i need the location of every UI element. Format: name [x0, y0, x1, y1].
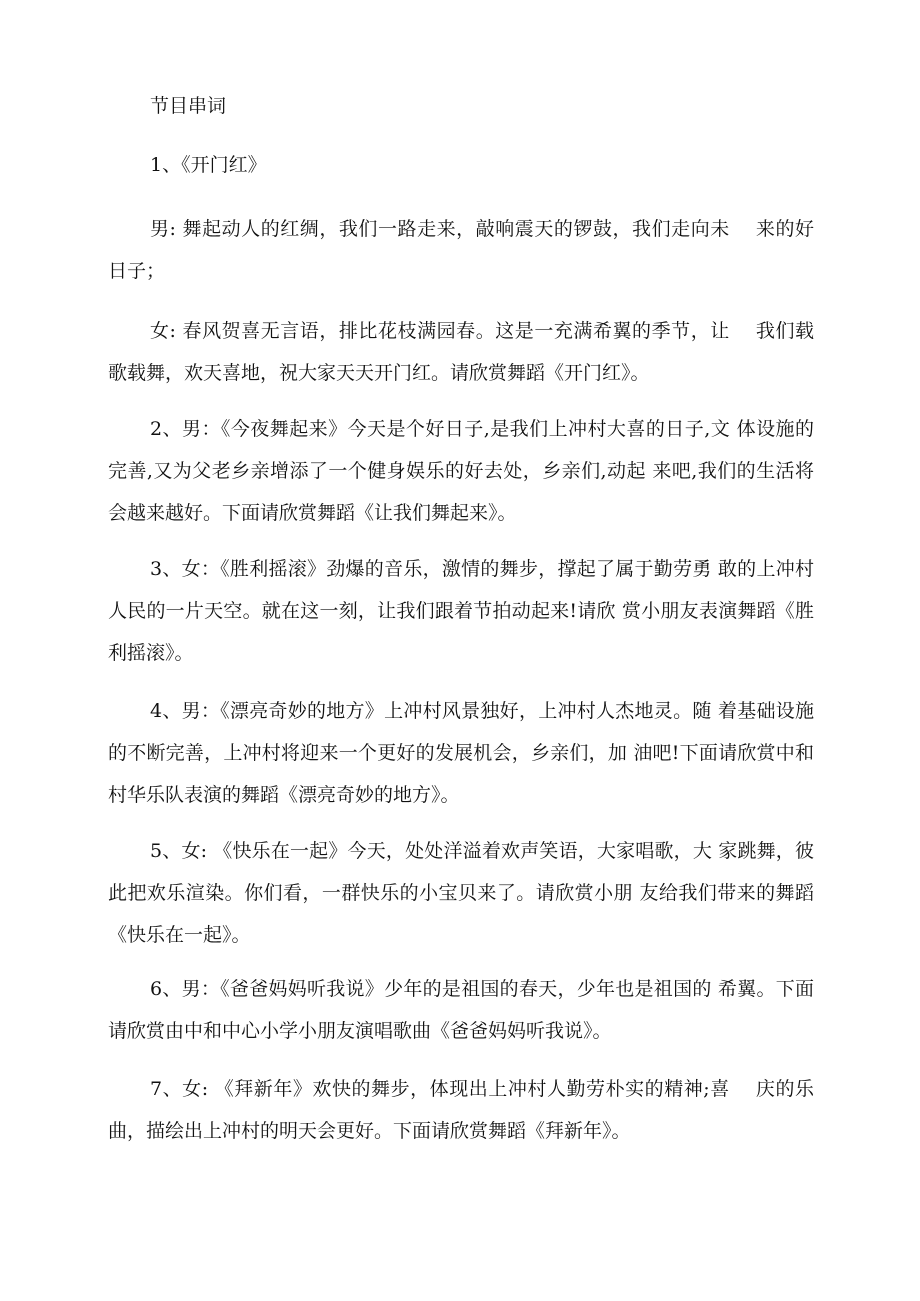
paragraph-female-opening: 女: 春风贺喜无言语，排比花枝满园春。这是一充满希翼的季节，让 我们载歌载舞，欢天喜地，祝大家天天开门红。请欣赏舞蹈《开门红》。 — [108, 320, 814, 384]
paragraph-male-opening: 男: 舞起动人的红绸，我们一路走来，敲响震天的锣鼓，我们走向未 来的好日子； — [108, 218, 814, 282]
paragraph-item-2: 2、男：《今夜舞起来》今天是个好日子,是我们上冲村大喜的日子,文 体设施的完善,又为父老乡亲增添了一个健身娱乐的好去处，乡亲们,动起 来吧,我们的生活将会越来越好。下面请欣赏舞蹈《让我们舞起来》。 — [108, 418, 814, 524]
document-title: 节目串词 — [150, 95, 227, 117]
paragraph-item-5: 5、女: 《快乐在一起》今天，处处洋溢着欢声笑语，大家唱歌，大 家跳舞，彼此把欢乐渲染。你们看，一群快乐的小宝贝来了。请欣赏小朋 友给我们带来的舞蹈《快乐在一起》。 — [108, 840, 814, 946]
paragraph-item-7: 7、女: 《拜新年》欢快的舞步，体现出上冲村人勤劳朴实的精神;喜 庆的乐曲，描绘出上冲村的明天会更好。下面请欣赏舞蹈《拜新年》。 — [108, 1078, 814, 1142]
paragraph-item-3: 3、女：《胜利摇滚》劲爆的音乐，激情的舞步，撑起了属于勤劳勇 敢的上冲村人民的一片天空。就在这一刻，让我们跟着节拍动起来!请欣 赏小朋友表演舞蹈《胜利摇滚》。 — [108, 558, 814, 664]
program-item-title: 1、《开门红》 — [150, 154, 267, 176]
paragraph-item-6: 6、男：《爸爸妈妈听我说》少年的是祖国的春天，少年也是祖国的 希翼。下面请欣赏由中和中心小学小朋友演唱歌曲《爸爸妈妈听我说》。 — [108, 978, 814, 1042]
paragraph-item-4: 4、男：《漂亮奇妙的地方》上冲村风景独好，上冲村人杰地灵。随 着基础设施的不断完善，上冲村将迎来一个更好的发展机会，乡亲们，加 油吧!下面请欣赏中和村华乐队表演的舞蹈《漂亮奇妙的地方》。 — [108, 700, 814, 806]
